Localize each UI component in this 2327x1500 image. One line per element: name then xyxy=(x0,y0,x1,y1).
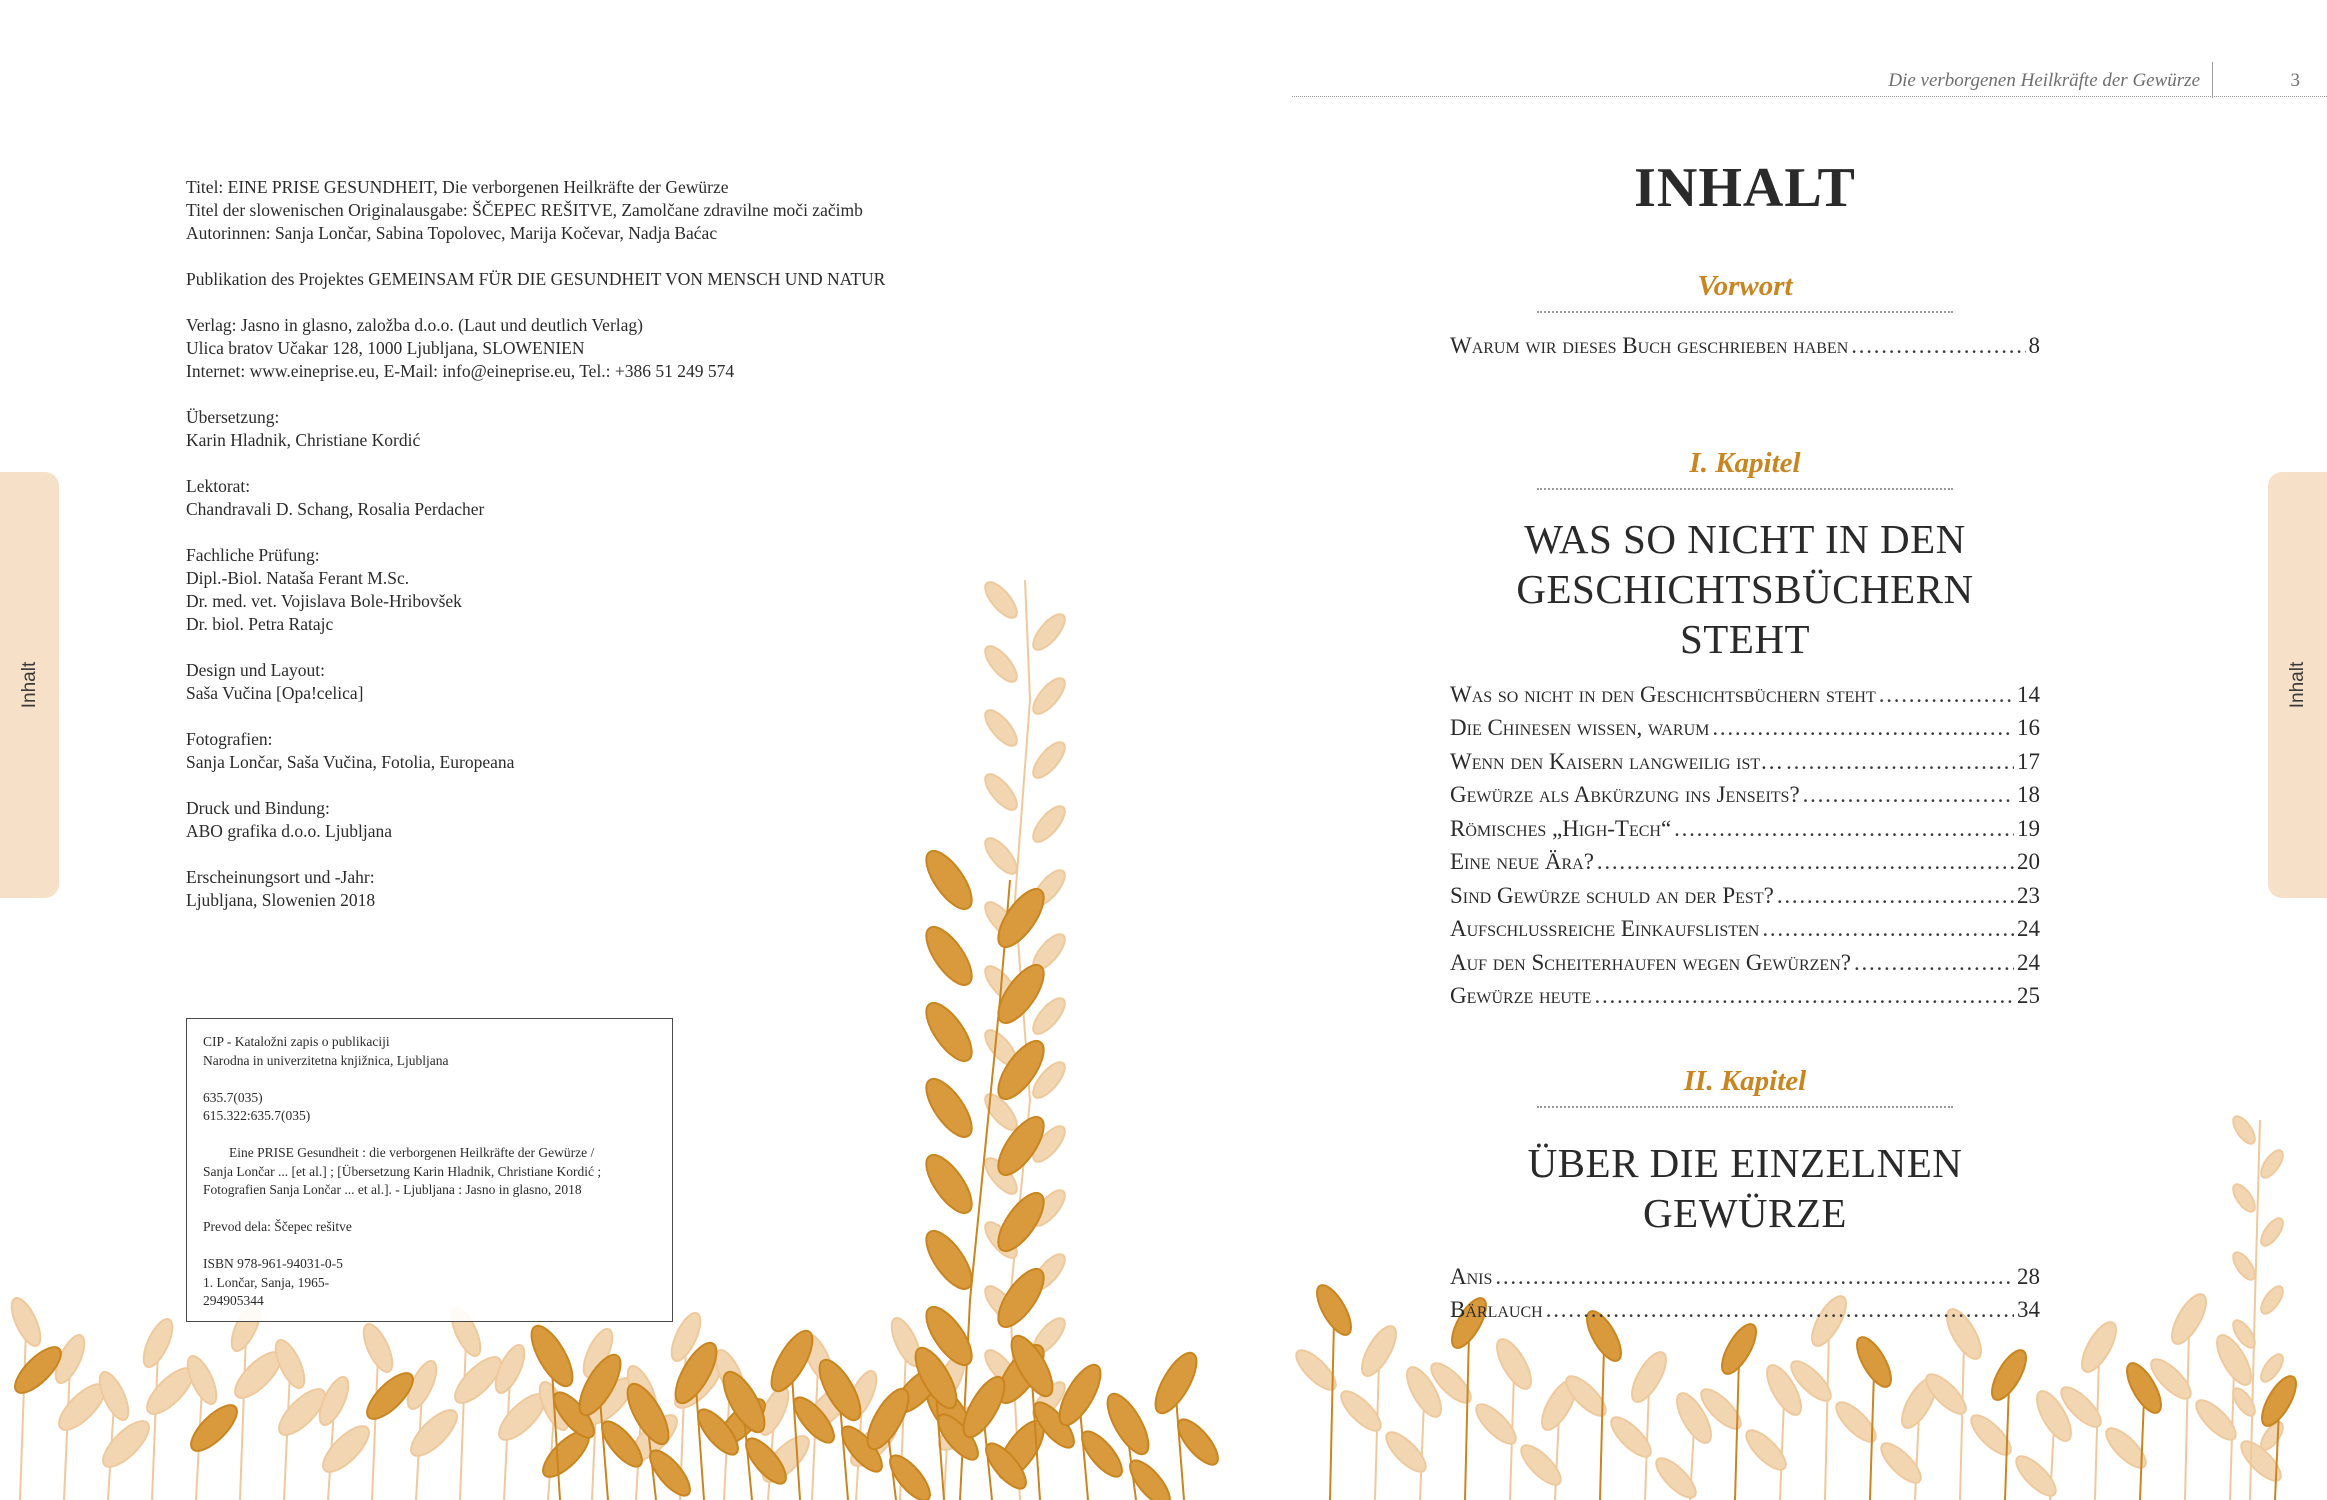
toc-entry-title: Aufschlussreiche Einkaufslisten xyxy=(1450,916,1760,941)
toc-entries-chapter-2 xyxy=(1450,1260,2040,1327)
leaf-shape xyxy=(980,641,1022,686)
dot-leader xyxy=(1762,912,2014,946)
blank-line xyxy=(186,291,986,314)
section-label-vorwort: Vorwort xyxy=(1697,270,1793,302)
chapter-2-title-line-2: GEWÜRZE xyxy=(1643,1189,1847,1236)
leaf-shape xyxy=(1028,609,1070,654)
imprint-line: Übersetzung: xyxy=(186,407,280,427)
leaf-shape xyxy=(2257,1283,2287,1317)
dot-leader xyxy=(1594,979,2014,1013)
toc-entry-title: Auf den Scheiterhaufen wegen Gewürzen? xyxy=(1450,949,1851,975)
toc-entry-title: Bärlauch xyxy=(1450,1297,1543,1322)
imprint-line: Dipl.-Biol. Nataša Ferant M.Sc. xyxy=(186,568,410,588)
leaf-shape xyxy=(138,1315,178,1371)
leaf-shape xyxy=(1651,1453,1702,1500)
leaf-shape xyxy=(404,1403,463,1462)
toc-entry-page: 16 xyxy=(2017,715,2040,740)
imprint-line: Ulica bratov Učakar 128, 1000 Ljubljana, SLOWENIEN xyxy=(186,338,585,358)
side-tab-left xyxy=(0,472,59,898)
cip-line: Eine PRISE Gesundheit : die verborgenen Heilkräfte der Gewürze / xyxy=(229,1145,595,1160)
cip-line: 1. Lončar, Sanja, 1965- xyxy=(203,1274,330,1290)
leaf-shape xyxy=(1516,1440,1567,1491)
dot-leader xyxy=(1495,1260,2014,1294)
dot-leader xyxy=(1879,678,2014,712)
toc-entry-page: 24 xyxy=(2017,916,2040,941)
toc-entry-title: Gewürze als Abkürzung ins Jenseits? xyxy=(1450,782,1800,807)
toc-entries-vorwort xyxy=(1450,329,2040,363)
toc-entry[interactable] xyxy=(1450,946,2040,980)
table-of-contents xyxy=(1450,157,2040,1327)
toc-entry[interactable] xyxy=(1450,678,2040,712)
imprint-line: Druck und Bindung: xyxy=(186,798,330,818)
chapter-2-title xyxy=(1450,1138,2040,1238)
stem-line xyxy=(20,1330,26,1500)
blank-line xyxy=(186,452,986,475)
toc-entry[interactable] xyxy=(1450,778,2040,812)
leaf-shape xyxy=(918,920,980,992)
leaf-shape xyxy=(918,1148,980,1220)
blank-line xyxy=(203,1237,656,1256)
toc-entry-page: 19 xyxy=(2017,815,2040,841)
chapter-1-title xyxy=(1450,514,2040,664)
cip-line: Prevod dela: Ščepec rešitve xyxy=(203,1219,352,1234)
leaf-shape xyxy=(2229,1249,2259,1283)
imprint-line: Design und Layout: xyxy=(186,660,326,680)
toc-entry-title: Gewürze heute xyxy=(1450,983,1592,1008)
imprint-block xyxy=(186,176,986,912)
stem-line xyxy=(240,1335,246,1500)
stem-line xyxy=(1420,1402,1424,1500)
dot-leader xyxy=(1546,1293,2014,1327)
imprint-line: Dr. med. vet. Vojislava Bole-Hribovšek xyxy=(186,591,462,611)
side-tab-right-label: Inhalt xyxy=(2286,661,2308,709)
leaf-shape xyxy=(1124,1454,1177,1500)
imprint-line: Titel der slowenischen Originalausgabe: ŠČEPEC REŠITVE, Zamolčane zdravilne moči začimb xyxy=(186,200,863,220)
imprint-line: Internet: www.eineprise.eu, E-Mail: info@eineprise.eu, Tel.: +386 51 249 574 xyxy=(186,361,735,381)
section-label-chapter-2: II. Kapitel xyxy=(1683,1064,1807,1097)
toc-entry-title: Die Chinesen wissen, warum xyxy=(1450,715,1710,740)
dot-leader xyxy=(1854,946,2014,980)
cip-line: Fotografien Sanja Lončar ... et al.]. - Ljubljana : Jasno in glasno, 2018 xyxy=(203,1182,582,1197)
toc-entry-page: 8 xyxy=(2028,333,2040,358)
leaf-shape xyxy=(2257,1215,2287,1249)
dot-leader xyxy=(1777,879,2014,913)
cip-line: Sanja Lončar ... [et al.] ; [Übersetzung Karin Hladnik, Christiane Kordić ; xyxy=(203,1163,602,1179)
stem-line xyxy=(152,1351,158,1500)
toc-entry[interactable] xyxy=(1450,745,2040,779)
toc-entry-title: Römisches „High-Tech“ xyxy=(1450,815,1672,841)
stem-line xyxy=(1465,1333,1469,1500)
toc-entry[interactable] xyxy=(1450,912,2040,946)
toc-entry-page: 18 xyxy=(2017,782,2040,807)
running-header xyxy=(1292,62,2327,97)
section-label-chapter-1: I. Kapitel xyxy=(1689,446,1801,479)
chapter-1-title-line-2: GESCHICHTSBÜCHERN STEHT xyxy=(1516,565,1974,662)
stem-line xyxy=(696,1387,704,1500)
leaf-shape xyxy=(884,1449,937,1500)
toc-entry[interactable] xyxy=(1450,979,2040,1013)
toc-entry-title: Was so nicht in den Geschichtsbüchern steht xyxy=(1450,681,1876,707)
leaf-shape xyxy=(2101,1423,2152,1474)
dot-leader xyxy=(1803,778,2014,812)
blank-line xyxy=(186,636,986,659)
leaf-shape xyxy=(918,1072,980,1144)
leaf-shape xyxy=(2257,1147,2287,1181)
imprint-line: Erscheinungsort und -Jahr: xyxy=(186,867,375,887)
chapter-1-title-line-1: WAS SO NICHT IN DEN xyxy=(1524,515,1966,562)
cip-catalog-box xyxy=(186,1018,673,1322)
blank-line xyxy=(186,383,986,406)
blank-line xyxy=(186,245,986,268)
toc-entry-title: Anis xyxy=(1450,1263,1493,1289)
imprint-line: Lektorat: xyxy=(186,476,251,496)
leaf-shape xyxy=(2011,1451,2062,1500)
stem-line xyxy=(372,1356,378,1500)
toc-entry-page: 28 xyxy=(2017,1263,2040,1289)
toc-entry[interactable] xyxy=(1450,329,2040,363)
cip-line: ISBN 978-961-94031-0-5 xyxy=(203,1256,343,1271)
leaf-shape xyxy=(316,1419,375,1478)
leaf-shape xyxy=(1028,801,1070,846)
imprint-line: Karin Hladnik, Christiane Kordić xyxy=(186,430,421,450)
stem-line xyxy=(1780,1400,1784,1500)
leaf-shape xyxy=(980,769,1022,814)
chapter-2-title-line-1: ÜBER DIE EINZELNEN xyxy=(1527,1139,1963,1186)
stem-line xyxy=(1915,1413,1919,1500)
stem-line xyxy=(1080,1409,1088,1500)
stem-line xyxy=(2095,1357,2099,1500)
toc-entry-page: 25 xyxy=(2017,983,2040,1008)
leaf-shape xyxy=(6,1294,46,1350)
imprint-line: Saša Vučina [Opa!celica] xyxy=(186,683,364,703)
blank-line xyxy=(186,774,986,797)
toc-entry-page: 23 xyxy=(2017,882,2040,908)
dot-leader xyxy=(1712,711,2014,745)
stem-line xyxy=(1176,1397,1184,1500)
toc-entry[interactable] xyxy=(1450,1260,2040,1294)
leaf-shape xyxy=(2229,1113,2259,1147)
dot-leader xyxy=(1674,812,2014,846)
toc-entry-title: Warum wir dieses Buch geschrieben haben xyxy=(1450,333,1849,358)
stem-line xyxy=(460,1340,466,1500)
toc-entry[interactable] xyxy=(1450,845,2040,879)
toc-entry[interactable] xyxy=(1450,711,2040,745)
imprint-line: Titel: EINE PRISE GESUNDHEIT, Die verborgenen Heilkräfte der Gewürze xyxy=(186,177,729,197)
imprint-line: Verlag: Jasno in glasno, založba d.o.o. (Laut und deutlich Verlag) xyxy=(186,315,643,335)
cip-line: CIP - Kataložni zapis o publikaciji xyxy=(203,1034,390,1049)
toc-entry-page: 24 xyxy=(2017,949,2040,975)
toc-entry[interactable] xyxy=(1450,812,2040,846)
blank-line xyxy=(203,1200,656,1219)
cip-line: 635.7(035) xyxy=(203,1089,263,1105)
leaf-shape xyxy=(1876,1438,1927,1489)
leaf-shape xyxy=(2229,1181,2259,1215)
cip-line: 615.322:635.7(035) xyxy=(203,1108,311,1123)
toc-entry-title: Eine neue Ära? xyxy=(1450,849,1594,874)
stem-line xyxy=(1330,1320,1334,1500)
toc-entry[interactable] xyxy=(1450,1293,2040,1327)
blank-line xyxy=(186,705,986,728)
blank-line xyxy=(203,1070,656,1089)
leaf-shape xyxy=(644,1444,697,1500)
leaf-shape xyxy=(980,577,1022,622)
stem-line xyxy=(1825,1331,1829,1500)
header-divider xyxy=(2212,62,2213,98)
toc-entry-title: Wenn den Kaisern langweilig ist… xyxy=(1450,748,1784,774)
leaf-shape xyxy=(980,833,1022,878)
side-tab-left-label: Inhalt xyxy=(18,661,40,709)
imprint-line: ABO grafika d.o.o. Ljubljana xyxy=(186,821,393,841)
stem-line xyxy=(1600,1346,1604,1500)
leaf-shape xyxy=(1381,1427,1432,1478)
toc-entry-page: 17 xyxy=(2017,748,2040,774)
toc-entry-page: 34 xyxy=(2017,1297,2040,1322)
stem-line xyxy=(64,1367,70,1500)
imprint-line: Chandravali D. Schang, Rosalia Perdacher xyxy=(186,499,485,519)
leaf-shape xyxy=(96,1414,155,1473)
imprint-line: Autorinnen: Sanja Lončar, Sabina Topolovec, Marija Kočevar, Nadja Baćac xyxy=(186,223,718,243)
imprint-line: Fachliche Prüfung: xyxy=(186,545,320,565)
dot-leader xyxy=(1597,845,2014,879)
blank-line xyxy=(186,843,986,866)
running-title: Die verborgenen Heilkräfte der Gewürze xyxy=(1888,70,2200,91)
leaf-shape xyxy=(980,705,1022,750)
dot-leader xyxy=(1851,329,2025,363)
leaf-shape xyxy=(1028,673,1070,718)
leaf-shape xyxy=(918,996,980,1068)
toc-entry-page: 20 xyxy=(2017,849,2040,874)
toc-entry-page: 14 xyxy=(2017,681,2040,707)
blank-line xyxy=(186,521,986,544)
side-tab-right xyxy=(2268,472,2327,898)
leaf-shape xyxy=(184,1398,243,1457)
leaf-shape xyxy=(1028,737,1070,782)
stem-line xyxy=(2185,1329,2189,1500)
imprint-line: Ljubljana, Slowenien 2018 xyxy=(186,890,376,910)
imprint-line: Fotografien: xyxy=(186,729,273,749)
stem-line xyxy=(1960,1344,1964,1500)
stem-line xyxy=(284,1372,290,1500)
cip-line: Narodna in univerzitetna knjižnica, Ljubljana xyxy=(203,1052,449,1068)
blank-line xyxy=(203,1126,656,1145)
leaf-shape xyxy=(358,1320,398,1376)
toc-title: INHALT xyxy=(1634,157,1856,219)
imprint-line: Dr. biol. Petra Ratajc xyxy=(186,614,334,634)
imprint-line: Publikation des Projektes GEMEINSAM FÜR DIE GESUNDHEIT VON MENSCH UND NATUR xyxy=(186,269,886,289)
toc-entry-title: Sind Gewürze schuld an der Pest? xyxy=(1450,882,1774,908)
dot-leader xyxy=(1786,745,2014,779)
leaf-shape xyxy=(918,1224,980,1296)
imprint-line: Sanja Lončar, Saša Vučina, Fotolia, Europeana xyxy=(186,752,515,772)
page-number: 3 xyxy=(2290,70,2300,91)
toc-entries-chapter-1 xyxy=(1450,678,2040,1013)
leaf-shape xyxy=(1741,1425,1792,1476)
stem-line xyxy=(1555,1415,1559,1500)
cip-line: 294905344 xyxy=(203,1293,264,1308)
toc-entry[interactable] xyxy=(1450,879,2040,913)
